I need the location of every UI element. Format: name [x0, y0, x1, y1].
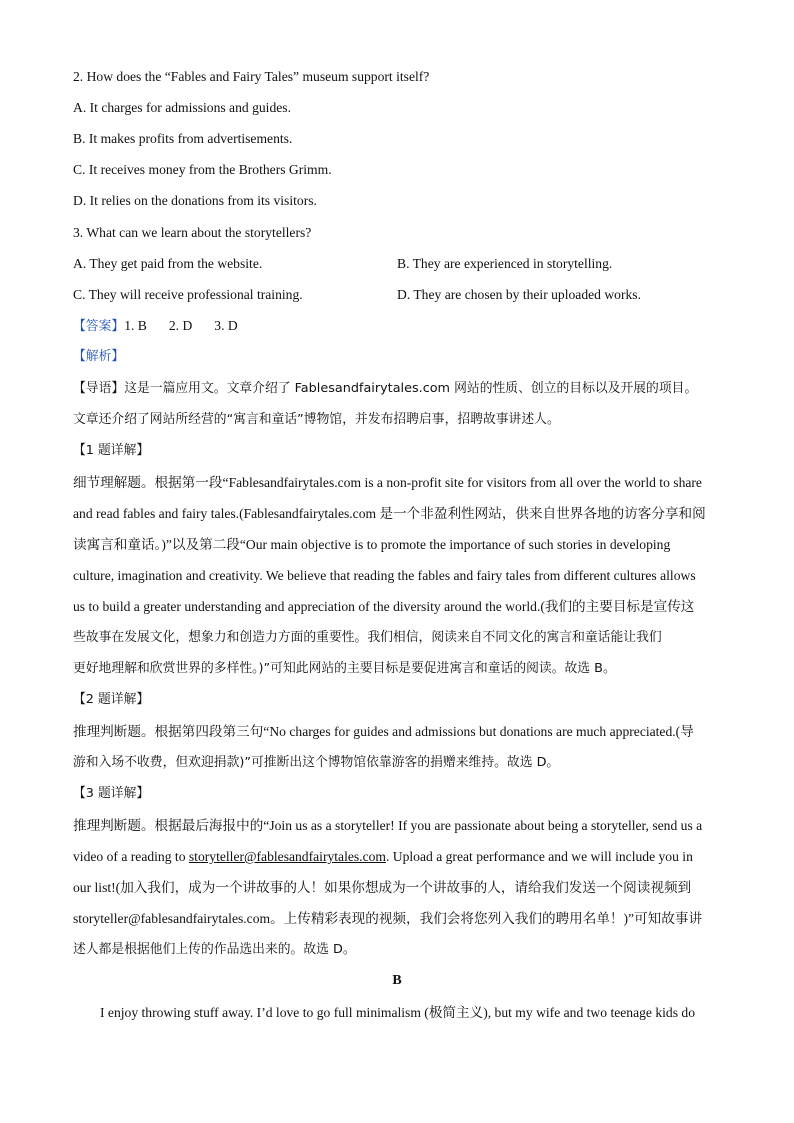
- question-3-option-d: D. They are chosen by their uploaded works.: [397, 287, 641, 302]
- detail-2-line-2: 游和入场不收费，但欢迎捐款)”可推断出这个博物馆依靠游客的捐赠来维持。故选 D。: [73, 755, 560, 770]
- question-3-option-a: A. They get paid from the website.: [73, 256, 263, 271]
- detail-3-line-4: storyteller@fablesandfairytales.com。上传精彩表现的视频，我们会将您列入我们的聘用名单！)”可知故事讲: [73, 911, 703, 926]
- detail-1-line-3: 读寓言和童话。)”以及第二段“Our main objective is to promote the importance of such stories in developing: [73, 537, 671, 552]
- detail-3-line-1: 推理判断题。根据最后海报中的“Join us as a storyteller! If you are passionate about being a storyteller, send us a: [73, 818, 703, 833]
- detail-1-title: 【1 题详解】: [73, 443, 150, 458]
- question-2-option-b: B. It makes profits from advertisements.: [73, 131, 293, 146]
- detail-3-line-3: our list!(加入我们，成为一个讲故事的人！如果你想成为一个讲故事的人，请给我们发送一个阅读视频到: [73, 880, 692, 895]
- answer-label: 【答案】: [73, 319, 125, 334]
- detail-1-line-2: and read fables and fairy tales.(Fablesandfairytales.com 是一个非盈利性网站，供来自世界各地的访客分享和阅: [73, 506, 706, 521]
- detail-3-line-2-suffix: . Upload a great performance and we will include you in: [385, 849, 693, 864]
- detail-1-line-5: us to build a greater understanding and appreciation of the diversity around the world.(我们的主要目标是宣传这: [73, 599, 695, 614]
- detail-3-title: 【3 题详解】: [73, 786, 150, 801]
- detail-3-line-5: 述人都是根据他们上传的作品选出来的。故选 D。: [73, 942, 356, 957]
- question-2-option-d: D. It relies on the donations from its visitors.: [73, 193, 317, 208]
- detail-1-line-1: 细节理解题。根据第一段“Fablesandfairytales.com is a non-profit site for visitors from all over the world to share: [73, 475, 702, 490]
- question-2-stem: 2. How does the “Fables and Fairy Tales” museum support itself?: [73, 69, 430, 84]
- question-3-option-b: B. They are experienced in storytelling.: [397, 256, 613, 271]
- question-2-option-a: A. It charges for admissions and guides.: [73, 100, 291, 115]
- guide-line-1: 【导语】这是一篇应用文。文章介绍了 Fablesandfairytales.com 网站的性质、创立的目标以及开展的项目。: [73, 381, 698, 396]
- detail-2-line-1: 推理判断题。根据第四段第三句“No charges for guides and admissions but donations are much appreciated.(导: [73, 724, 694, 739]
- question-2-option-c: C. It receives money from the Brothers Grimm.: [73, 162, 332, 177]
- section-b-first-line: I enjoy throwing stuff away. I’d love to go full minimalism (极简主义), but my wife and two teenage kids do: [100, 1005, 695, 1020]
- question-3-stem: 3. What can we learn about the storytellers?: [73, 225, 312, 240]
- section-b-heading: B: [392, 973, 402, 988]
- detail-1-line-6: 些故事在发展文化，想象力和创造力方面的重要性。我们相信，阅读来自不同文化的寓言和童话能让我们: [73, 630, 662, 645]
- answer-2: 2. D: [168, 318, 193, 333]
- storyteller-email-link[interactable]: storyteller@fablesandfairytales.com: [188, 849, 386, 864]
- answer-1: 1. B: [124, 318, 147, 333]
- answer-3: 3. D: [214, 318, 238, 333]
- guide-line-2: 文章还介绍了网站所经营的“寓言和童话”博物馆，并发布招聘启事，招聘故事讲述人。: [73, 412, 560, 427]
- detail-3-line-2: [73, 848, 693, 866]
- detail-2-title: 【2 题详解】: [73, 692, 150, 707]
- detail-1-line-7: 更好地理解和欣赏世界的多样性。)”可知此网站的主要目标是要促进寓言和童话的阅读。故选 B。: [73, 661, 616, 676]
- detail-3-line-2-prefix: video of a reading to: [73, 849, 189, 864]
- analysis-label: 【解析】: [73, 349, 125, 364]
- detail-1-line-4: culture, imagination and creativity. We believe that reading the fables and fairy tales from different cultures allows: [73, 568, 696, 583]
- question-3-option-c: C. They will receive professional training.: [73, 287, 303, 302]
- answer-line: [73, 317, 260, 336]
